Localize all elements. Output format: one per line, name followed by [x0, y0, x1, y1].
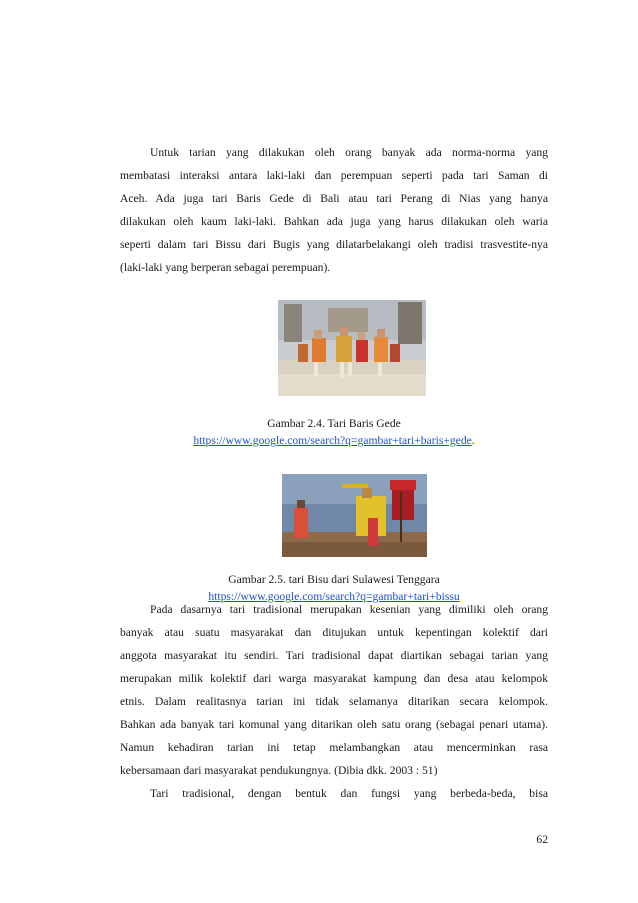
paragraph-definition	[120, 598, 548, 782]
source-link[interactable]: https://www.google.com/search?q=gambar+tari+bissu	[208, 590, 460, 603]
text-line: merupakan milik kolektif dari warga masyarakat kampung dan desa atau kelompok	[120, 672, 548, 685]
dance-photo-illustration	[282, 474, 427, 557]
source-link[interactable]: https://www.google.com/search?q=gambar+tari+baris+gede	[193, 434, 472, 447]
caption-title: Gambar 2.4. Tari Baris Gede	[267, 417, 401, 430]
text-line: dilakukan oleh kaum laki-laki. Bahkan ada juga yang harus dilakukan oleh waria	[120, 215, 548, 228]
caption-source	[120, 432, 548, 449]
photo-tari-bissu	[282, 474, 427, 557]
paragraph-intro	[120, 141, 548, 279]
dance-photo-illustration	[278, 300, 426, 396]
text-line: (laki-laki yang berperan sebagai perempuan).	[120, 261, 331, 274]
text-line: anggota masyarakat itu sendiri. Tari tradisional dapat diartikan sebagai tarian yang	[120, 649, 548, 662]
text-line: Bahkan ada banyak tari komunal yang ditarikan oleh satu orang (sebagai penari utama).	[120, 718, 548, 731]
link-trailing: .	[471, 434, 475, 447]
text-line: Untuk tarian yang dilakukan oleh orang banyak ada norma-norma yang	[150, 146, 548, 159]
text-line: Pada dasarnya tari tradisional merupakan kesenian yang dimiliki oleh orang	[150, 603, 548, 616]
text-line: Tari tradisional, dengan bentuk dan fungsi yang berbeda-beda, bisa	[150, 787, 548, 800]
paragraph-continuation	[120, 782, 548, 805]
text-line: seperti dalam tari Bissu dari Bugis yang dilatarbelakangi oleh tradisi trasvestite-nya	[120, 238, 548, 251]
figure-caption-1	[120, 415, 548, 449]
caption-title: Gambar 2.5. tari Bisu dari Sulawesi Tenggara	[228, 573, 440, 586]
photo-tari-baris-gede	[278, 300, 426, 396]
text-line: banyak atau suatu masyarakat dan ditujukan untuk kepentingan kolektif dari	[120, 626, 548, 639]
text-line: etnis. Dalam realitasnya tarian ini tidak selamanya ditarikan secara kelompok.	[120, 695, 548, 708]
page-number: 62	[536, 833, 548, 846]
text-line: Namun kehadiran tarian ini tetap melambangkan atau mencerminkan rasa	[120, 741, 548, 754]
text-line: kebersamaan dari masyarakat pendukungnya. (Dibia dkk. 2003 : 51)	[120, 764, 438, 777]
text-line: membatasi interaksi antara laki-laki dan perempuan seperti pada tari Saman di	[120, 169, 548, 182]
text-line: Aceh. Ada juga tari Baris Gede di Bali atau tari Perang di Nias yang hanya	[120, 192, 548, 205]
